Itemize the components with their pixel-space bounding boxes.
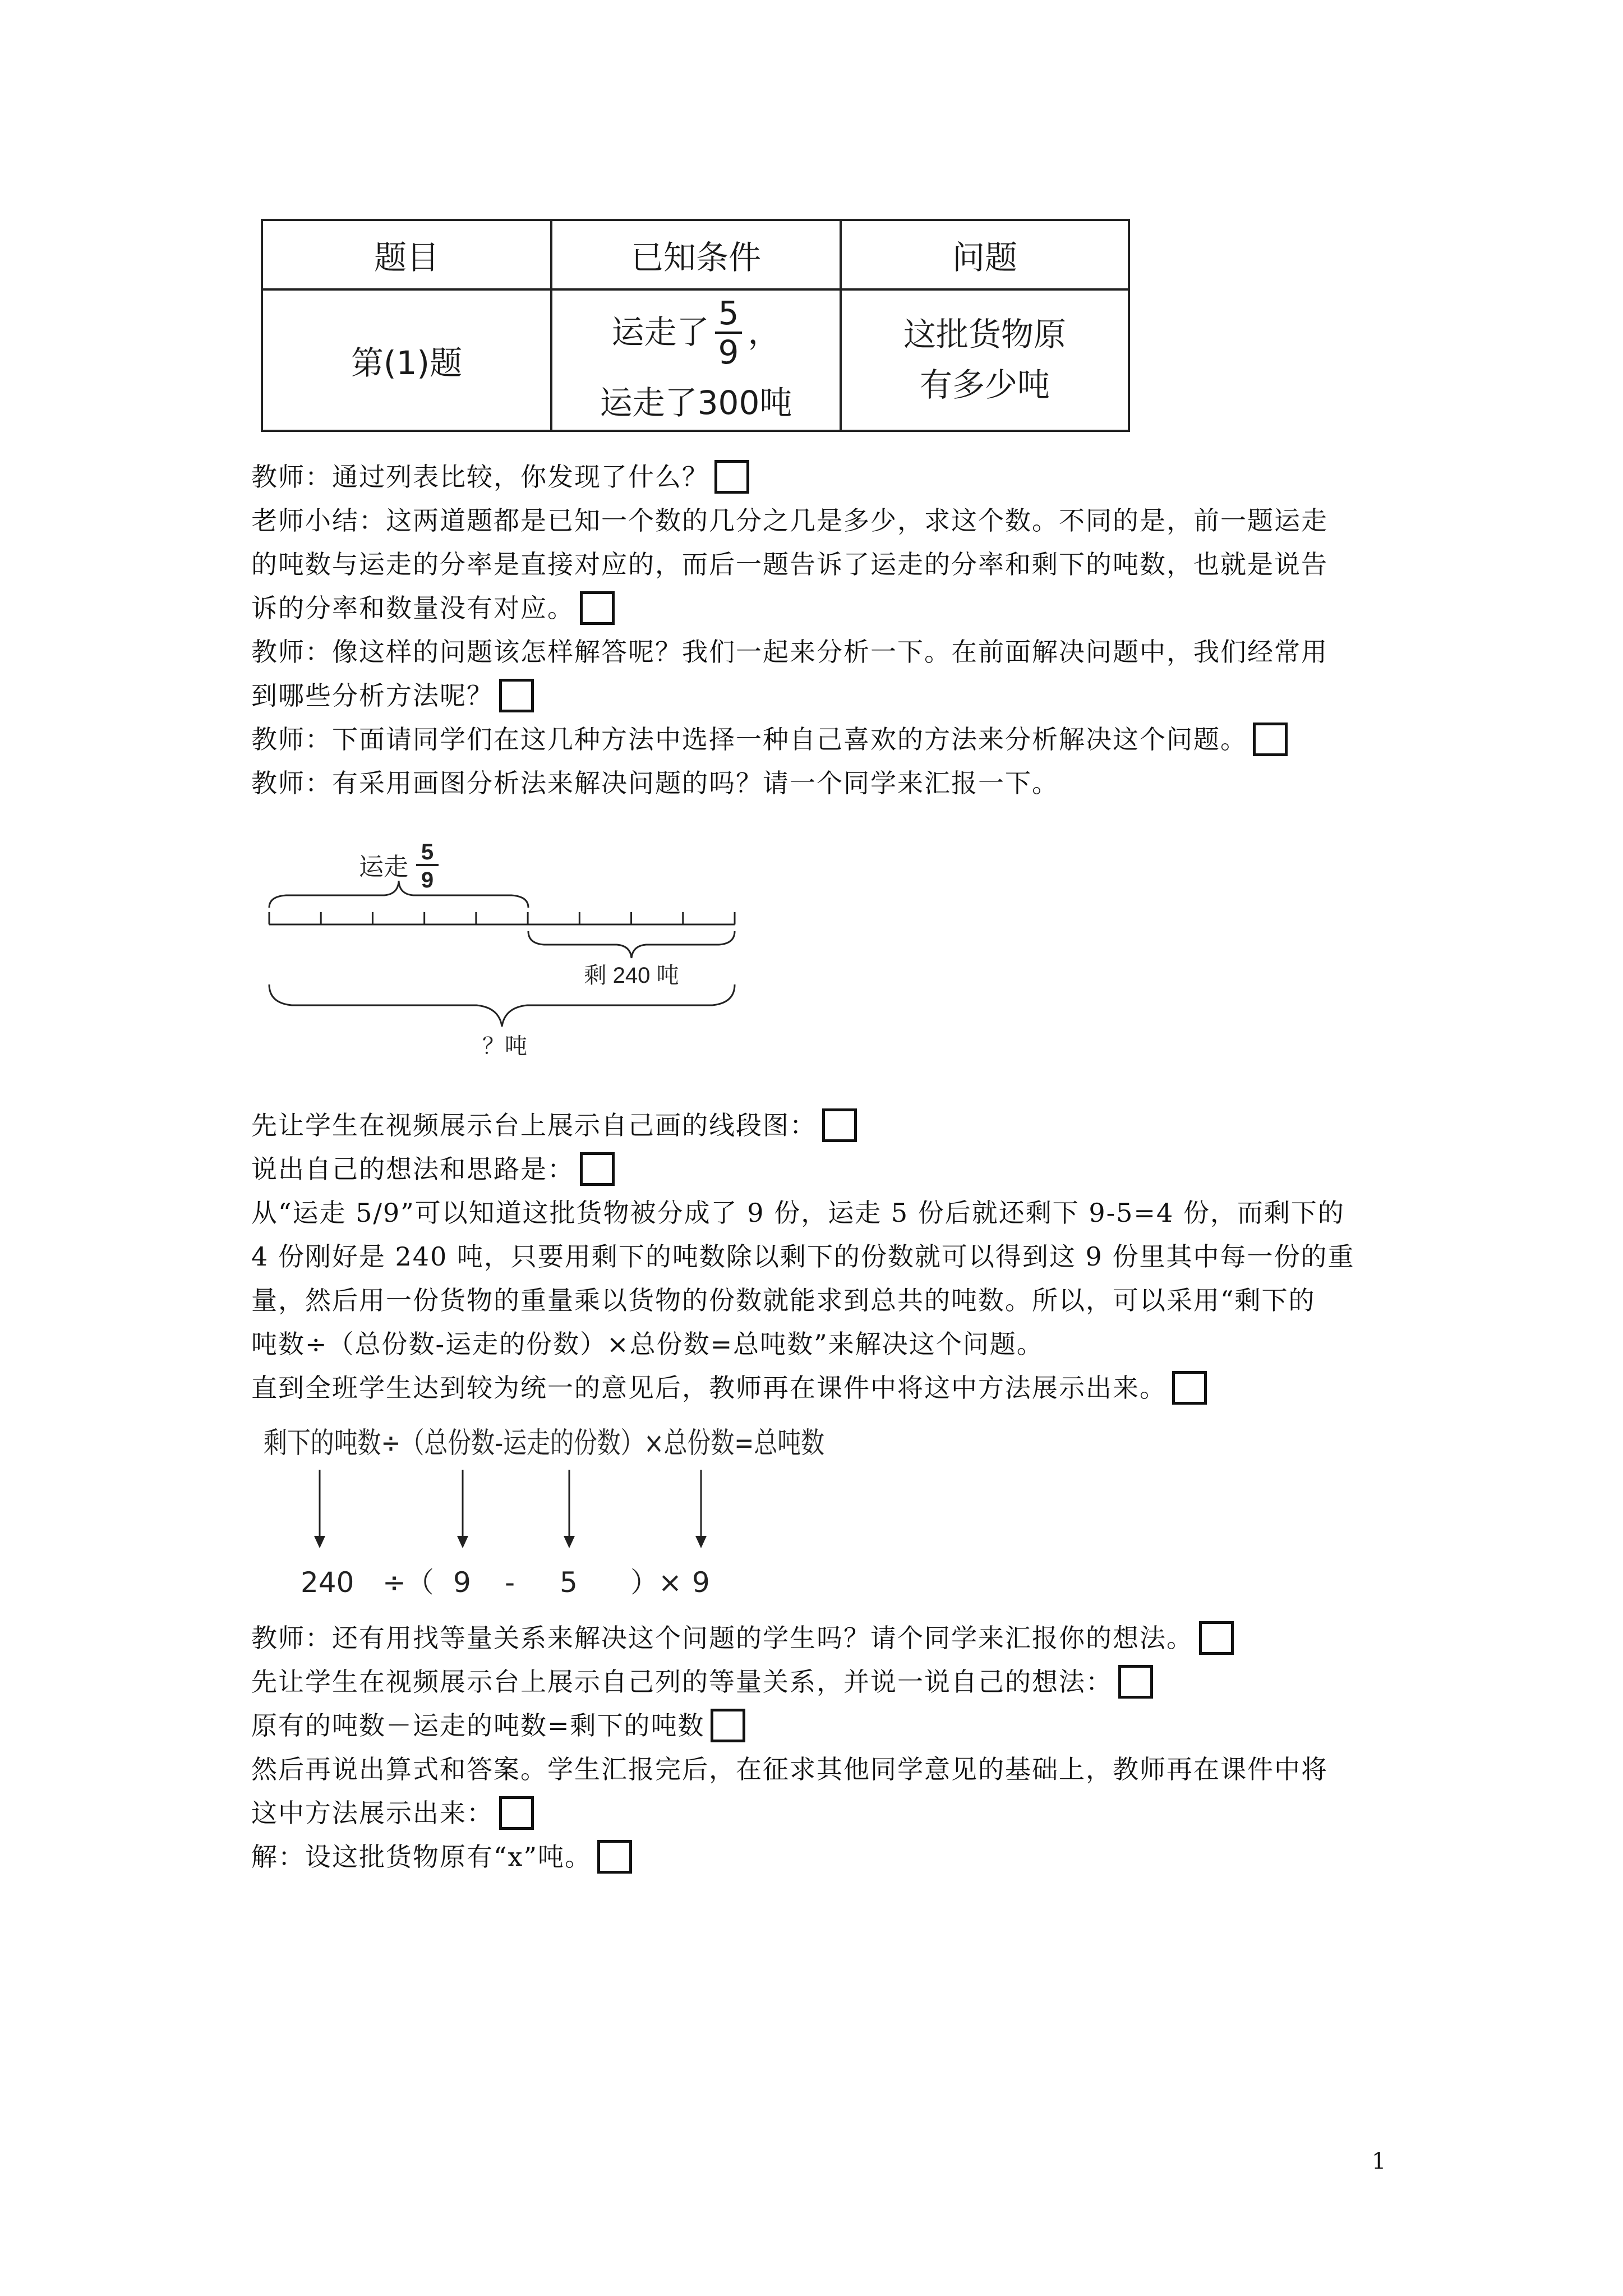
paragraph-line: 从“运走 5/9”可以知道这批货物被分成了 9 份，运走 5 份后就还剩下 9-5=4 份，而剩下的 (251, 1198, 1345, 1228)
condition-comma: ， (748, 313, 781, 352)
paragraph-line (251, 1703, 745, 1748)
moved-brace (269, 881, 528, 908)
checkbox[interactable] (1253, 723, 1288, 756)
text: 解：设这批货物原有“x”吨。 (251, 1842, 592, 1872)
checkbox[interactable] (1199, 1621, 1234, 1655)
condition-line2: 运走了300吨 (600, 384, 792, 422)
condition-prefix: 运走了 (611, 313, 709, 352)
table-header-question: 问题 (841, 220, 1129, 289)
moved-fraction-numerator: 5 (421, 840, 434, 864)
checkbox[interactable] (499, 1796, 534, 1830)
paragraph-line (251, 717, 1288, 762)
condition-fraction (715, 294, 743, 371)
moved-fraction-denominator: 9 (421, 868, 434, 892)
paragraph-line (251, 1616, 1234, 1660)
table-header-title: 题目 (262, 220, 551, 289)
formula-value-times: ）× (630, 1566, 682, 1599)
table-cell-question (841, 289, 1129, 431)
formula-value-minus: - (505, 1566, 515, 1599)
checkbox[interactable] (714, 460, 749, 494)
segment-diagram (264, 825, 768, 1060)
text: 原有的吨数－运走的吨数=剩下的吨数 (251, 1710, 705, 1741)
fraction-numerator: 5 (715, 297, 743, 334)
paragraph-line: 吨数÷（总份数-运走的份数）×总份数=总吨数”来解决这个问题。 (251, 1329, 1044, 1359)
paragraph-line: 然后再说出算式和答案。学生汇报完后，在征求其他同学意见的基础上，教师再在课件中将 (251, 1754, 1328, 1784)
paragraph-line (251, 1147, 615, 1191)
paragraph-line (251, 1791, 534, 1835)
text: 教师：通过列表比较，你发现了什么？ (251, 462, 709, 492)
checkbox[interactable] (1118, 1665, 1153, 1699)
paragraph-line (251, 1834, 632, 1879)
formula-arrows (314, 1470, 707, 1548)
checkbox[interactable] (580, 591, 615, 625)
remaining-brace (528, 931, 735, 958)
text: 到哪些分析方法呢？ (251, 680, 494, 711)
moved-label: 运走 (359, 853, 408, 881)
formula-value-total-parts: 9 (453, 1566, 471, 1599)
paragraph-line: 4 份刚好是 240 吨，只要用剩下的吨数除以剩下的份数就可以得到这 9 份里其中每一份的重 (251, 1241, 1355, 1272)
segment-ticks (269, 912, 735, 924)
table-header-condition: 已知条件 (551, 220, 841, 289)
checkbox[interactable] (580, 1152, 615, 1186)
checkbox[interactable] (822, 1108, 857, 1142)
remaining-label: 剩 240 吨 (584, 963, 679, 988)
table-cell-title: 第(1)题 (262, 289, 551, 431)
formula-text: 剩下的吨数÷（总份数-运走的份数）×总份数=总吨数 (264, 1427, 824, 1460)
paragraph-line (251, 1365, 1207, 1410)
text: 先让学生在视频展示台上展示自己画的线段图： (251, 1110, 817, 1140)
paragraph-line: 的吨数与运走的分率是直接对应的，而后一题告诉了运走的分率和剩下的吨数，也就是说告 (251, 549, 1328, 579)
question-table (261, 219, 1130, 432)
text: 说出自己的想法和思路是： (251, 1154, 574, 1184)
text: 直到全班学生达到较为统一的意见后，教师再在课件中将这中方法展示出来。 (251, 1373, 1166, 1403)
paragraph-line (251, 454, 749, 499)
paragraph-line: 老师小结：这两道题都是已知一个数的几分之几是多少，求这个数。不同的是，前一题运走 (251, 505, 1328, 536)
checkbox[interactable] (711, 1709, 745, 1742)
paragraph-line (251, 1659, 1153, 1704)
fraction-denominator: 9 (718, 333, 739, 371)
text: 教师：下面请同学们在这几种方法中选择一种自己喜欢的方法来分析解决这个问题。 (251, 724, 1247, 754)
total-label: ？吨 (482, 1034, 527, 1059)
checkbox[interactable] (597, 1840, 632, 1874)
paragraph-line: 教师：像这样的问题该怎样解答呢？我们一起来分析一下。在前面解决问题中，我们经常用 (251, 637, 1328, 667)
checkbox[interactable] (1172, 1371, 1207, 1405)
checkbox[interactable] (499, 679, 534, 712)
formula-diagram (258, 1414, 852, 1604)
page-number: 1 (1372, 2148, 1386, 2174)
paragraph-line: 量，然后用一份货物的重量乘以货物的份数就能求到总共的吨数。所以，可以采用“剩下的 (251, 1285, 1316, 1315)
text: 这中方法展示出来： (251, 1798, 494, 1828)
text: 诉的分率和数量没有对应。 (251, 593, 574, 623)
question-line1: 这批货物原 (903, 315, 1066, 354)
formula-value-moved-parts: 5 (560, 1566, 578, 1599)
formula-value-total-parts-2: 9 (692, 1566, 710, 1599)
formula-value-divide: ÷（ (382, 1566, 434, 1599)
formula-value-remaining: 240 (301, 1566, 354, 1599)
paragraph-line (251, 1103, 857, 1148)
paragraph-line: 教师：有采用画图分析法来解决问题的吗？请一个同学来汇报一下。 (251, 768, 1059, 798)
paragraph-line (251, 673, 534, 718)
text: 先让学生在视频展示台上展示自己列的等量关系，并说一说自己的想法： (251, 1667, 1113, 1697)
text: 教师：还有用找等量关系来解决这个问题的学生吗？请个同学来汇报你的想法。 (251, 1623, 1193, 1653)
table-cell-condition (551, 289, 841, 431)
total-brace (269, 984, 735, 1027)
question-line2: 有多少吨 (919, 366, 1050, 404)
paragraph-line (251, 586, 615, 631)
